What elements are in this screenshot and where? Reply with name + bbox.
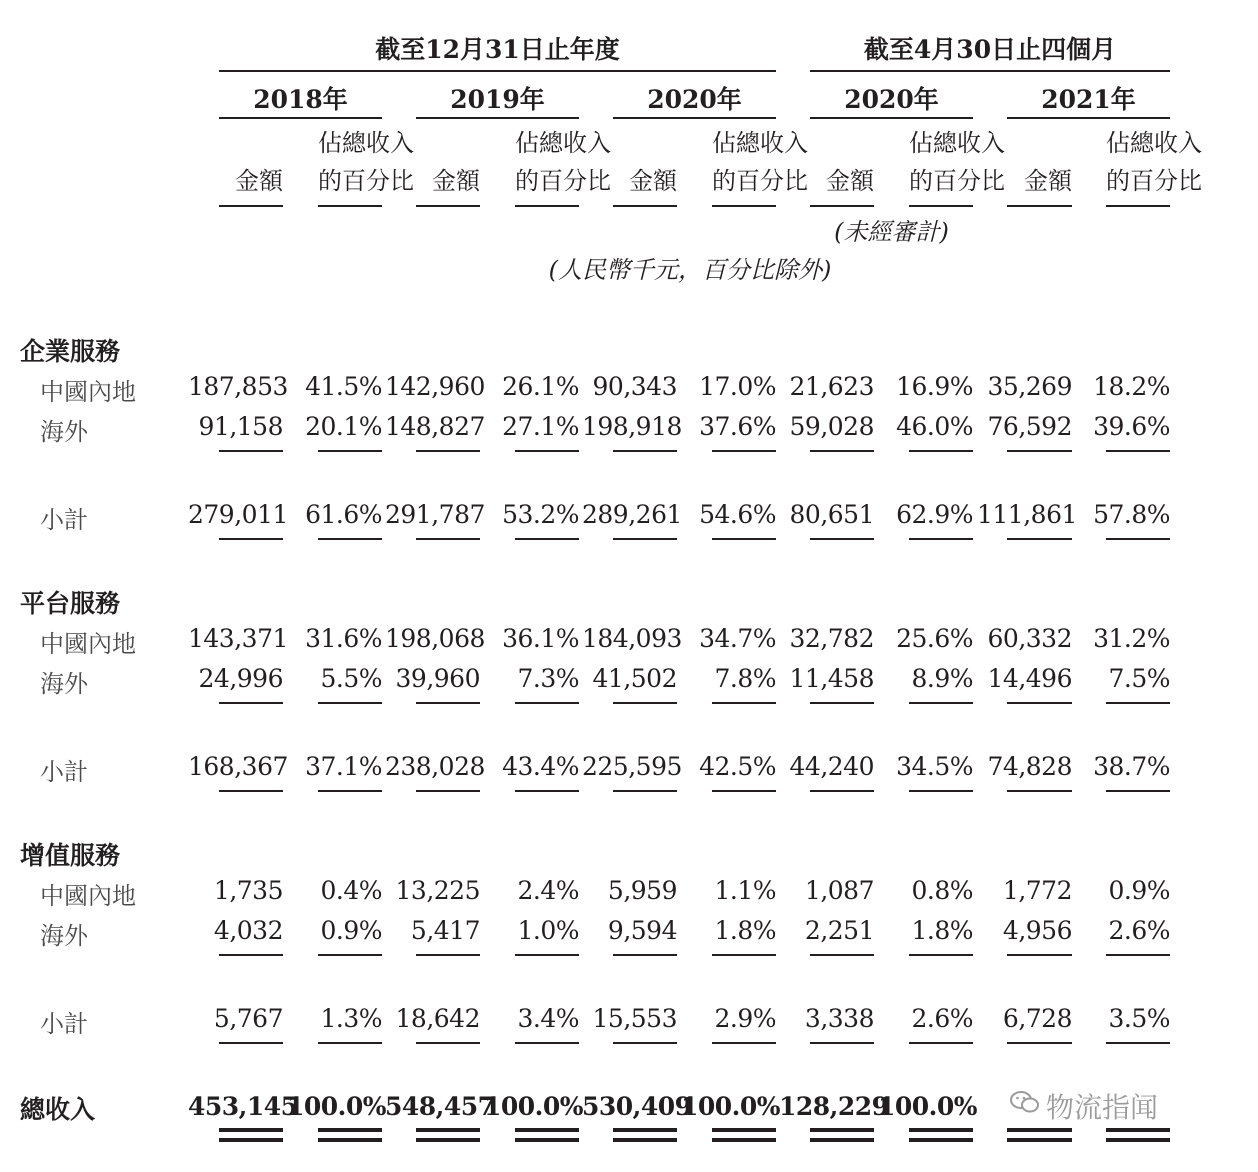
- year-rule: [613, 117, 776, 119]
- subtotal-cell: 18,642: [395, 1004, 480, 1033]
- row-label: 海外: [40, 922, 88, 950]
- subtotal-underline: [318, 538, 382, 540]
- amount-header: 金額: [629, 167, 677, 195]
- watermark-text: 物流指闻: [1046, 1091, 1159, 1124]
- subtotal-rule: [613, 954, 677, 956]
- total-double-rule-top: [613, 1128, 677, 1132]
- subtotal-underline: [1106, 538, 1170, 540]
- total-double-rule-top: [515, 1128, 579, 1132]
- subtotal-cell: 34.5%: [896, 752, 973, 781]
- column-rule: [318, 205, 382, 207]
- table-cell: 2,251: [804, 916, 874, 945]
- total-cell: 530,409: [582, 1092, 692, 1121]
- table-cell: 1.8%: [911, 916, 973, 945]
- subtotal-cell: 3.5%: [1108, 1004, 1170, 1033]
- amount-header: 金額: [432, 167, 480, 195]
- column-rule: [613, 205, 677, 207]
- subtotal-cell: 37.1%: [305, 752, 382, 781]
- subtotal-underline: [613, 1042, 677, 1044]
- table-cell: 5,959: [607, 876, 677, 905]
- group-title-4m: 截至4月30日止四個月: [863, 35, 1117, 64]
- table-cell: 1.1%: [714, 876, 776, 905]
- table-cell: 41,502: [592, 664, 677, 693]
- subtotal-cell: 38.7%: [1093, 752, 1170, 781]
- total-double-rule-bottom: [613, 1138, 677, 1142]
- subtotal-rule: [219, 450, 283, 452]
- total-double-rule-bottom: [810, 1138, 874, 1142]
- table-cell: 14,496: [987, 664, 1072, 693]
- table-cell: 31.2%: [1093, 624, 1170, 653]
- pct-header-line1: 佔總收入: [712, 129, 808, 157]
- subtotal-cell: 291,787: [385, 500, 485, 529]
- subtotal-cell: 57.8%: [1093, 500, 1170, 529]
- subtotal-underline: [810, 538, 874, 540]
- total-double-rule-top: [909, 1128, 973, 1132]
- row-label: 海外: [40, 418, 88, 446]
- column-rule: [515, 205, 579, 207]
- table-cell: 60,332: [987, 624, 1072, 653]
- subtotal-rule: [909, 702, 973, 704]
- table-cell: 24,996: [198, 664, 283, 693]
- subtotal-cell: 62.9%: [896, 500, 973, 529]
- table-cell: 39.6%: [1093, 412, 1170, 441]
- table-cell: 39,960: [395, 664, 480, 693]
- table-cell: 1,772: [1002, 876, 1072, 905]
- subtotal-cell: 80,651: [789, 500, 874, 529]
- subtotal-rule: [219, 954, 283, 956]
- group-rule-4m: [810, 70, 1170, 72]
- subtotal-underline: [219, 790, 283, 792]
- column-rule: [416, 205, 480, 207]
- year-header: 2019年: [450, 85, 545, 114]
- total-cell: 548,457: [385, 1092, 495, 1121]
- total-double-rule-bottom: [515, 1138, 579, 1142]
- subtotal-rule: [1007, 450, 1072, 452]
- total-cell: 128,229: [779, 1092, 889, 1121]
- subtotal-cell: 238,028: [385, 752, 485, 781]
- total-double-rule-bottom: [712, 1138, 776, 1142]
- subtotal-underline: [1007, 1042, 1072, 1044]
- subtotal-cell: 225,595: [582, 752, 682, 781]
- subtotal-rule: [1106, 954, 1170, 956]
- subtotal-underline: [613, 790, 677, 792]
- table-cell: 11,458: [789, 664, 874, 693]
- total-double-rule-top: [416, 1128, 480, 1132]
- column-rule: [1106, 205, 1170, 207]
- year-rule: [1007, 117, 1170, 119]
- subtotal-cell: 15,553: [592, 1004, 677, 1033]
- subtotal-underline: [712, 790, 776, 792]
- pct-header-line1: 佔總收入: [909, 129, 1005, 157]
- section-title: 企業服務: [20, 337, 121, 366]
- units-note: (人民幣千元，百分比除外): [548, 256, 832, 284]
- table-cell: 59,028: [789, 412, 874, 441]
- table-cell: 198,068: [385, 624, 485, 653]
- table-cell: 7.5%: [1108, 664, 1170, 693]
- total-cell: 100.0%: [484, 1092, 584, 1121]
- subtotal-rule: [416, 450, 480, 452]
- total-cell: 100.0%: [681, 1092, 781, 1121]
- subtotal-cell: 42.5%: [699, 752, 776, 781]
- subtotal-rule: [1007, 702, 1072, 704]
- subtotal-rule: [515, 702, 579, 704]
- subtotal-underline: [909, 1042, 973, 1044]
- subtotal-underline: [909, 538, 973, 540]
- total-double-rule-top: [219, 1128, 283, 1132]
- column-rule: [909, 205, 973, 207]
- subtotal-rule: [712, 954, 776, 956]
- section-title: 增值服務: [20, 841, 121, 870]
- subtotal-underline: [1106, 790, 1170, 792]
- total-double-rule-top: [318, 1128, 382, 1132]
- year-header: 2021年: [1041, 85, 1136, 114]
- pct-header-line2: 的百分比: [515, 167, 611, 195]
- subtotal-cell: 1.3%: [320, 1004, 382, 1033]
- total-cell: 453,145: [188, 1092, 298, 1121]
- subtotal-rule: [318, 450, 382, 452]
- table-cell: 143,371: [188, 624, 288, 653]
- subtotal-rule: [712, 450, 776, 452]
- amount-header: 金額: [1024, 167, 1072, 195]
- total-double-rule-bottom: [219, 1138, 283, 1142]
- row-label: 中國內地: [40, 882, 136, 910]
- subtotal-rule: [416, 702, 480, 704]
- total-double-rule-bottom: [318, 1138, 382, 1142]
- subtotal-underline: [810, 790, 874, 792]
- subtotal-cell: 2.9%: [714, 1004, 776, 1033]
- section-title: 平台服務: [20, 589, 121, 618]
- subtotal-rule: [1106, 702, 1170, 704]
- subtotal-rule: [318, 954, 382, 956]
- subtotal-label: 小計: [40, 758, 88, 786]
- total-double-rule-top: [810, 1128, 874, 1132]
- column-rule: [219, 205, 283, 207]
- subtotal-underline: [909, 790, 973, 792]
- table-cell: 34.7%: [699, 624, 776, 653]
- table-cell: 20.1%: [305, 412, 382, 441]
- row-label: 中國內地: [40, 630, 136, 658]
- table-cell: 2.4%: [517, 876, 579, 905]
- year-rule: [810, 117, 973, 119]
- table-cell: 17.0%: [699, 372, 776, 401]
- pct-header-line2: 的百分比: [318, 167, 414, 195]
- subtotal-underline: [219, 1042, 283, 1044]
- subtotal-underline: [515, 790, 579, 792]
- subtotal-cell: 168,367: [188, 752, 288, 781]
- column-rule: [712, 205, 776, 207]
- subtotal-cell: 111,861: [977, 500, 1077, 529]
- table-cell: 198,918: [582, 412, 682, 441]
- table-cell: 18.2%: [1093, 372, 1170, 401]
- subtotal-rule: [909, 450, 973, 452]
- table-cell: 0.4%: [320, 876, 382, 905]
- year-header: 2020年: [647, 85, 742, 114]
- subtotal-label: 小計: [40, 506, 88, 534]
- table-cell: 4,956: [1002, 916, 1072, 945]
- subtotal-rule: [613, 702, 677, 704]
- total-cell: 100.0%: [287, 1092, 387, 1121]
- subtotal-rule: [515, 954, 579, 956]
- amount-header: 金額: [826, 167, 874, 195]
- unaudited-note: (未經審計): [834, 218, 949, 246]
- table-cell: 25.6%: [896, 624, 973, 653]
- table-cell: 4,032: [213, 916, 283, 945]
- subtotal-underline: [1007, 790, 1072, 792]
- subtotal-rule: [810, 954, 874, 956]
- table-cell: 148,827: [385, 412, 485, 441]
- year-header: 2018年: [253, 85, 348, 114]
- table-cell: 5,417: [410, 916, 480, 945]
- group-rule-fy: [219, 70, 776, 72]
- table-cell: 76,592: [987, 412, 1072, 441]
- pct-header-line2: 的百分比: [1106, 167, 1202, 195]
- subtotal-cell: 54.6%: [699, 500, 776, 529]
- total-double-rule-top: [1106, 1128, 1170, 1132]
- subtotal-rule: [318, 702, 382, 704]
- subtotal-rule: [909, 954, 973, 956]
- subtotal-cell: 2.6%: [911, 1004, 973, 1033]
- subtotal-underline: [416, 538, 480, 540]
- table-cell: 7.8%: [714, 664, 776, 693]
- row-label: 海外: [40, 670, 88, 698]
- table-cell: 7.3%: [517, 664, 579, 693]
- subtotal-cell: 43.4%: [502, 752, 579, 781]
- subtotal-cell: 74,828: [987, 752, 1072, 781]
- subtotal-underline: [1106, 1042, 1170, 1044]
- subtotal-underline: [318, 790, 382, 792]
- subtotal-rule: [613, 450, 677, 452]
- table-cell: 37.6%: [699, 412, 776, 441]
- subtotal-cell: 289,261: [582, 500, 682, 529]
- table-cell: 9,594: [607, 916, 677, 945]
- table-cell: 31.6%: [305, 624, 382, 653]
- subtotal-cell: 61.6%: [305, 500, 382, 529]
- subtotal-underline: [712, 1042, 776, 1044]
- total-double-rule-top: [1007, 1128, 1072, 1132]
- subtotal-underline: [515, 1042, 579, 1044]
- total-cell: 100.0%: [878, 1092, 978, 1121]
- amount-header: 金額: [235, 167, 283, 195]
- total-double-rule-top: [712, 1128, 776, 1132]
- subtotal-rule: [810, 450, 874, 452]
- subtotal-rule: [1106, 450, 1170, 452]
- table-cell: 0.8%: [911, 876, 973, 905]
- subtotal-underline: [318, 1042, 382, 1044]
- total-double-rule-bottom: [909, 1138, 973, 1142]
- table-cell: 5.5%: [320, 664, 382, 693]
- table-cell: 1.8%: [714, 916, 776, 945]
- table-cell: 1.0%: [517, 916, 579, 945]
- year-rule: [219, 117, 382, 119]
- table-cell: 16.9%: [896, 372, 973, 401]
- subtotal-cell: 53.2%: [502, 500, 579, 529]
- column-rule: [1007, 205, 1072, 207]
- wechat-icon: [1010, 1090, 1040, 1114]
- subtotal-underline: [712, 538, 776, 540]
- table-cell: 35,269: [987, 372, 1072, 401]
- subtotal-cell: 44,240: [789, 752, 874, 781]
- pct-header-line1: 佔總收入: [1106, 129, 1202, 157]
- table-cell: 36.1%: [502, 624, 579, 653]
- subtotal-underline: [810, 1042, 874, 1044]
- subtotal-rule: [515, 450, 579, 452]
- table-cell: 2.6%: [1108, 916, 1170, 945]
- subtotal-rule: [810, 702, 874, 704]
- subtotal-rule: [219, 702, 283, 704]
- table-cell: 91,158: [198, 412, 283, 441]
- subtotal-rule: [1007, 954, 1072, 956]
- table-cell: 187,853: [188, 372, 288, 401]
- year-rule: [416, 117, 579, 119]
- subtotal-underline: [515, 538, 579, 540]
- subtotal-cell: 5,767: [213, 1004, 283, 1033]
- year-header: 2020年: [844, 85, 939, 114]
- table-cell: 26.1%: [502, 372, 579, 401]
- table-cell: 8.9%: [911, 664, 973, 693]
- pct-header-line1: 佔總收入: [318, 129, 414, 157]
- row-label: 中國內地: [40, 378, 136, 406]
- subtotal-underline: [1007, 538, 1072, 540]
- table-cell: 142,960: [385, 372, 485, 401]
- subtotal-rule: [416, 954, 480, 956]
- subtotal-label: 小計: [40, 1010, 88, 1038]
- table-cell: 90,343: [592, 372, 677, 401]
- pct-header-line2: 的百分比: [712, 167, 808, 195]
- table-cell: 46.0%: [896, 412, 973, 441]
- table-cell: 32,782: [789, 624, 874, 653]
- table-cell: 0.9%: [1108, 876, 1170, 905]
- table-cell: 41.5%: [305, 372, 382, 401]
- total-double-rule-bottom: [1106, 1138, 1170, 1142]
- group-title-fy: 截至12月31日止年度: [375, 35, 620, 64]
- table-cell: 13,225: [395, 876, 480, 905]
- table-cell: 1,087: [804, 876, 874, 905]
- subtotal-cell: 6,728: [1002, 1004, 1072, 1033]
- subtotal-underline: [613, 538, 677, 540]
- total-label: 總收入: [20, 1095, 96, 1124]
- column-rule: [810, 205, 874, 207]
- pct-header-line2: 的百分比: [909, 167, 1005, 195]
- total-double-rule-bottom: [1007, 1138, 1072, 1142]
- table-cell: 0.9%: [320, 916, 382, 945]
- subtotal-cell: 3.4%: [517, 1004, 579, 1033]
- table-cell: 184,093: [582, 624, 682, 653]
- subtotal-underline: [416, 1042, 480, 1044]
- subtotal-cell: 279,011: [188, 500, 288, 529]
- subtotal-cell: 3,338: [804, 1004, 874, 1033]
- table-cell: 1,735: [213, 876, 283, 905]
- total-double-rule-bottom: [416, 1138, 480, 1142]
- subtotal-rule: [712, 702, 776, 704]
- subtotal-underline: [219, 538, 283, 540]
- table-cell: 27.1%: [502, 412, 579, 441]
- subtotal-underline: [416, 790, 480, 792]
- table-cell: 21,623: [789, 372, 874, 401]
- pct-header-line1: 佔總收入: [515, 129, 611, 157]
